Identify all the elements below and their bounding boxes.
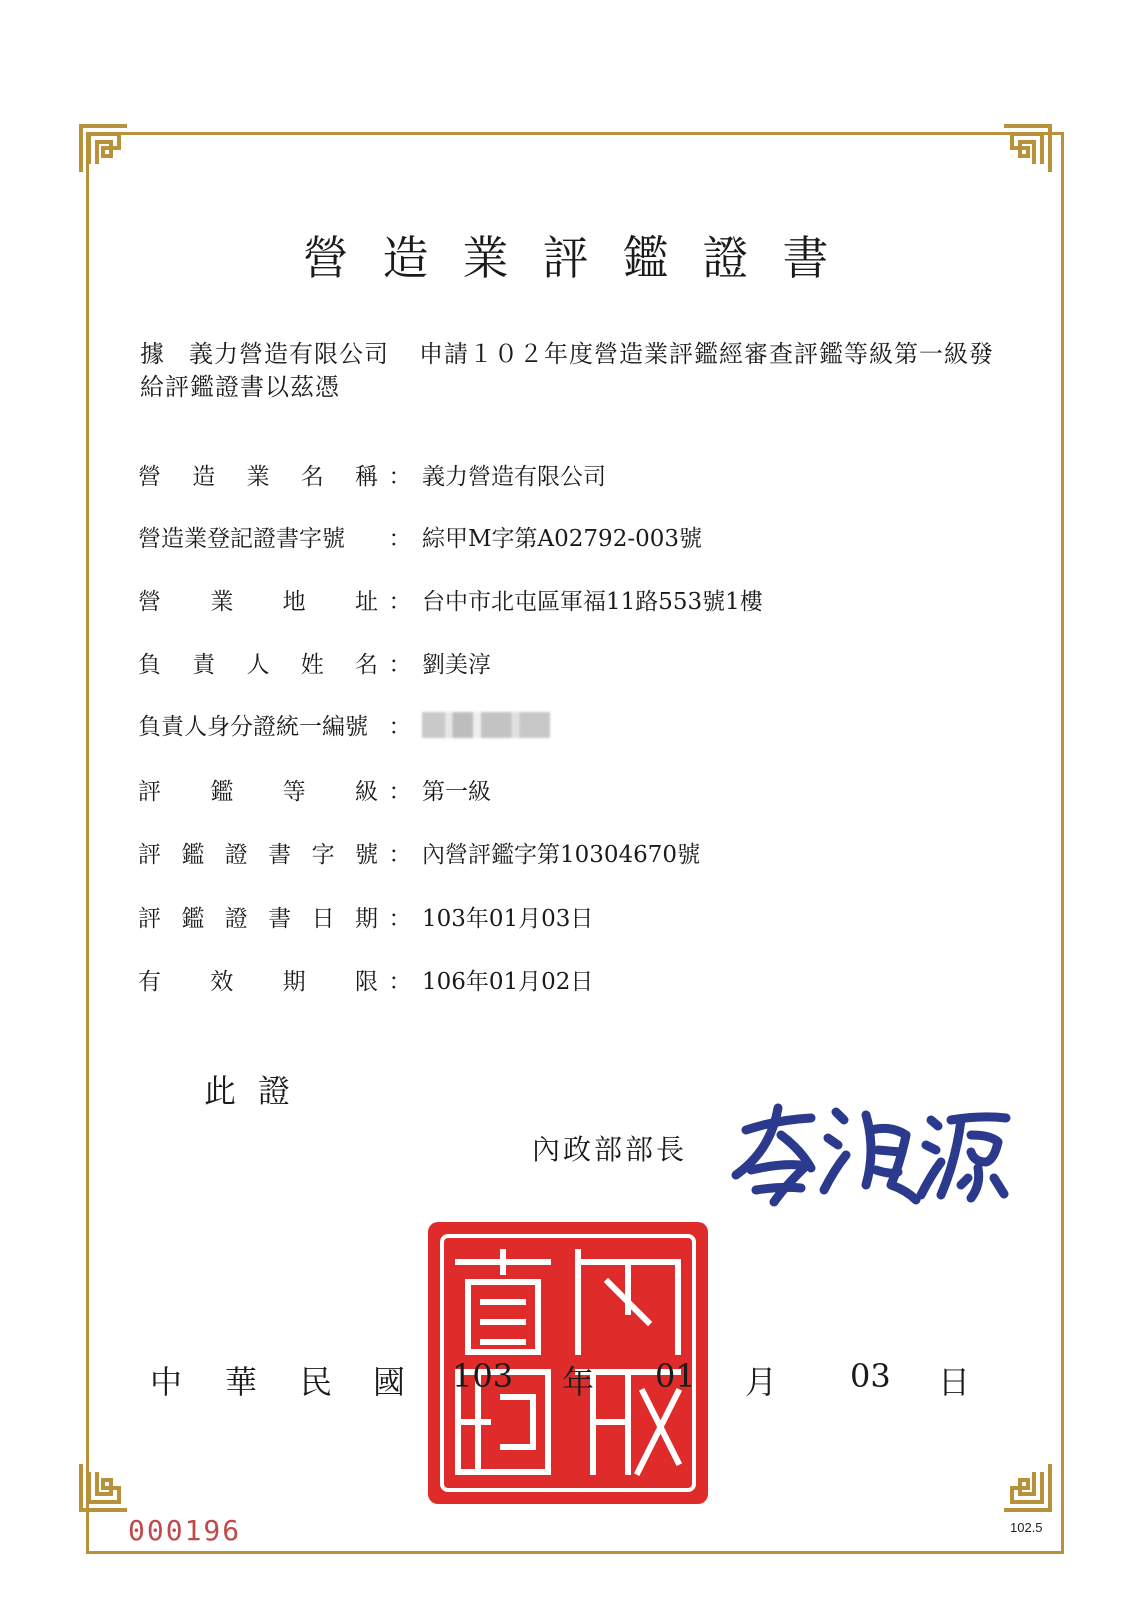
- date-year: 103: [452, 1357, 514, 1395]
- field-label-part: 業: [210, 588, 234, 615]
- field-colon: ：: [388, 841, 412, 868]
- field-label-part: 限: [354, 968, 378, 995]
- corner-ornament-bottom-left: [79, 1462, 129, 1512]
- field-label-part: 業: [246, 463, 270, 490]
- field-row: [138, 834, 700, 870]
- field-row: [138, 898, 593, 934]
- date-day-unit: 日: [938, 1363, 971, 1401]
- issue-date: [0, 1357, 1131, 1401]
- field-colon: ：: [388, 713, 412, 740]
- corner-ornament-bottom-right: [1002, 1462, 1052, 1512]
- field-colon: ：: [388, 463, 412, 490]
- date-year-unit: 年: [562, 1363, 595, 1401]
- field-row: [138, 706, 550, 742]
- field-value: 台中市北屯區軍福11路553號1樓: [422, 588, 763, 615]
- field-label-part: 稱: [355, 463, 378, 490]
- date-char-4: 國: [373, 1363, 406, 1401]
- field-label-part: 等: [282, 778, 306, 805]
- field-label-part: 評: [138, 778, 161, 805]
- field-label-part: 名: [355, 651, 378, 678]
- corner-ornament-top-right: [1002, 124, 1052, 174]
- form-version: 102.5: [1010, 1520, 1043, 1535]
- field-label: [138, 583, 378, 616]
- field-label-part: 有: [138, 968, 161, 995]
- field-label-part: 名: [300, 463, 324, 490]
- minister-title: 內政部部長: [532, 1133, 688, 1166]
- field-label-part: 地: [282, 588, 306, 615]
- field-label-part: 期: [282, 968, 306, 995]
- field-value: 內營評鑑字第10304670號: [422, 841, 701, 868]
- field-label-part: 營造業登記證書字號: [138, 525, 345, 552]
- field-label-part: 效: [210, 968, 234, 995]
- field-label-part: 證: [224, 841, 248, 868]
- date-month-unit: 月: [745, 1363, 778, 1401]
- field-label-part: 鑑: [181, 905, 205, 932]
- field-row: [138, 771, 491, 807]
- field-label: [138, 836, 378, 869]
- intro-company: 義力營造有限公司: [189, 340, 389, 368]
- date-day: 03: [850, 1357, 891, 1395]
- closing-text: 此證: [204, 1072, 313, 1110]
- date-month: 01: [655, 1357, 696, 1395]
- field-row: [138, 644, 491, 680]
- intro-paragraph: [140, 338, 1010, 404]
- field-label: [138, 708, 378, 741]
- field-label-part: 字: [311, 841, 335, 868]
- certificate-title: 營造業評鑑證書: [302, 231, 863, 285]
- field-label-part: 址: [354, 588, 378, 615]
- field-label-part: 書: [268, 905, 292, 932]
- field-colon: ：: [388, 651, 412, 678]
- field-row: [138, 518, 702, 554]
- field-label-part: 負: [138, 651, 161, 678]
- field-colon: ：: [388, 588, 412, 615]
- field-label-part: 評: [138, 905, 161, 932]
- redacted-id-number: [422, 712, 550, 738]
- field-value: 義力營造有限公司: [422, 463, 606, 490]
- field-label: [138, 963, 378, 996]
- field-label: [138, 900, 378, 933]
- field-label-part: 評: [138, 841, 161, 868]
- field-label-part: 責: [192, 651, 216, 678]
- field-label-part: 鑑: [210, 778, 234, 805]
- field-label-part: 書: [268, 841, 292, 868]
- date-char-1: 中: [150, 1363, 183, 1401]
- field-label-part: 營: [138, 588, 161, 615]
- corner-ornament-top-left: [79, 124, 129, 174]
- field-label-part: 姓: [300, 651, 324, 678]
- minister-signature: [716, 1090, 1016, 1210]
- field-colon: ：: [388, 968, 412, 995]
- field-label-part: 造: [192, 463, 216, 490]
- field-colon: ：: [388, 525, 412, 552]
- field-value: 劉美淳: [422, 651, 491, 678]
- field-value: 綜甲M字第A02792-003號: [422, 525, 702, 552]
- serial-number: 000196: [128, 1514, 242, 1547]
- field-value: [422, 711, 550, 738]
- field-row: [138, 961, 593, 997]
- field-label-part: 證: [224, 905, 248, 932]
- field-value: 103年01月03日: [422, 905, 594, 932]
- field-label-part: 日: [311, 905, 335, 932]
- field-label-part: 營: [138, 463, 161, 490]
- field-value: 第一級: [422, 778, 491, 805]
- field-label-part: 期: [354, 905, 378, 932]
- intro-prefix: 據: [140, 340, 165, 368]
- date-char-3: 民: [300, 1363, 333, 1401]
- field-colon: ：: [388, 905, 412, 932]
- field-value: 106年01月02日: [422, 968, 594, 995]
- field-colon: ：: [388, 778, 412, 805]
- field-label: [138, 646, 378, 679]
- field-label-part: 號: [354, 841, 378, 868]
- field-label-part: 人: [246, 651, 270, 678]
- intro-text: 申請１０２年度營造業評鑑經審查評鑑等級第一級發給評鑑證書以茲憑: [140, 340, 994, 401]
- field-label-part: 鑑: [181, 841, 205, 868]
- field-label: [138, 520, 378, 553]
- field-label: [138, 773, 378, 806]
- field-label: [138, 458, 378, 491]
- field-row: [138, 456, 606, 492]
- field-label-part: 級: [354, 778, 378, 805]
- field-row: [138, 581, 763, 617]
- field-label-part: 負責人身分證統一編號: [138, 713, 368, 740]
- date-char-2: 華: [225, 1363, 258, 1401]
